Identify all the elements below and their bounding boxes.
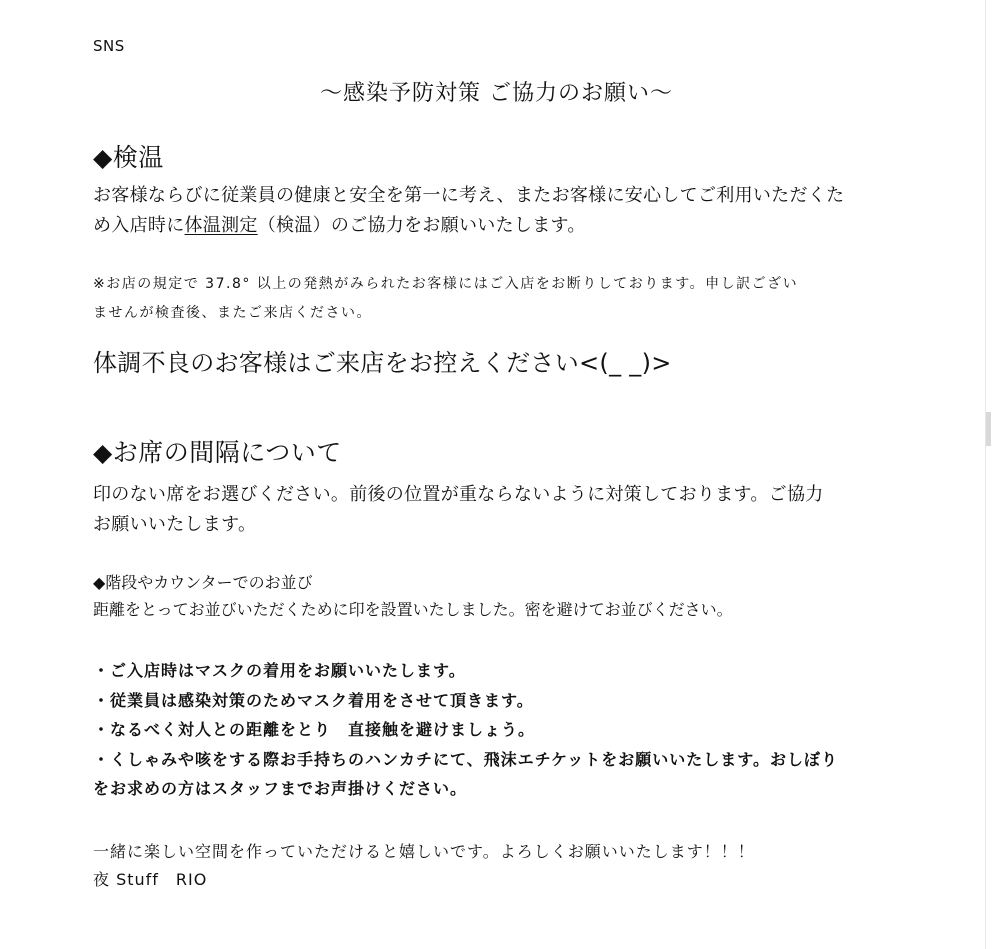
rule-item: ・従業員は感染対策のためマスク着用をさせて頂きます。 bbox=[93, 690, 534, 710]
page-title: ～感染予防対策 ご協力のお願い～ bbox=[320, 81, 673, 106]
rules-list bbox=[93, 656, 838, 804]
temperature-paragraph-line2-start: め入店時に bbox=[93, 215, 185, 236]
temperature-measurement-underlined: 体温測定 bbox=[184, 215, 258, 236]
fever-policy-note-line2: ませんが検査後、またご来店ください。 bbox=[93, 305, 372, 321]
rule-item: ・ご入店時はマスクの着用をお願いいたします。 bbox=[93, 661, 466, 680]
temperature-heading: ◆検温 bbox=[93, 143, 164, 172]
rule-item: ・なるべく対人との距離をとり 直接触を避けましょう。 bbox=[93, 720, 536, 739]
seating-paragraph-line1: 印のない席をお選びください。前後の位置が重ならないように対策しております。ご協力 bbox=[93, 484, 824, 505]
scrollbar-thumb[interactable] bbox=[986, 412, 991, 446]
rule-item-continuation: をお求めの方はスタッフまでお声掛けください。 bbox=[93, 779, 468, 798]
signature: 夜 Stuff RIO bbox=[93, 870, 208, 889]
unwell-customer-warning: 体調不良のお客様はご来店をお控えください<(_ _)> bbox=[93, 349, 672, 377]
rule-item: ・くしゃみや咳をする際お手持ちのハンカチにて、飛沫エチケットをお願いいたします。おしぼり bbox=[93, 749, 838, 769]
queue-heading: ◆階段やカウンターでのお並び bbox=[93, 573, 313, 592]
temperature-paragraph-line1: お客様ならびに従業員の健康と安全を第一に考え、またお客様に安心してご利用いただくた bbox=[93, 185, 845, 206]
page-edge-line bbox=[985, 0, 986, 949]
seating-paragraph bbox=[93, 480, 824, 540]
fever-policy-note bbox=[93, 270, 798, 328]
queue-text: 距離をとってお並びいただくために印を設置いたしました。密を避けてお並びください。 bbox=[93, 600, 733, 619]
temperature-paragraph-line2-end: （検温）のご協力をお願いいたします。 bbox=[257, 215, 586, 236]
fever-policy-note-line1: ※お店の規定で 37.8° 以上の発熱がみられたお客様にはご入店をお断りしております。申し訳ござい bbox=[93, 276, 799, 292]
sns-label: SNS bbox=[93, 37, 125, 55]
seating-paragraph-line2: お願いいたします。 bbox=[93, 514, 257, 535]
temperature-paragraph bbox=[93, 181, 844, 241]
closing-message: 一緒に楽しい空間を作っていただけると嬉しいです。よろしくお願いいたします！！！ bbox=[93, 842, 755, 861]
closing-section bbox=[93, 838, 755, 894]
seating-heading: ◆お席の間隔について bbox=[93, 438, 342, 467]
temperature-paragraph-line2 bbox=[93, 211, 844, 241]
